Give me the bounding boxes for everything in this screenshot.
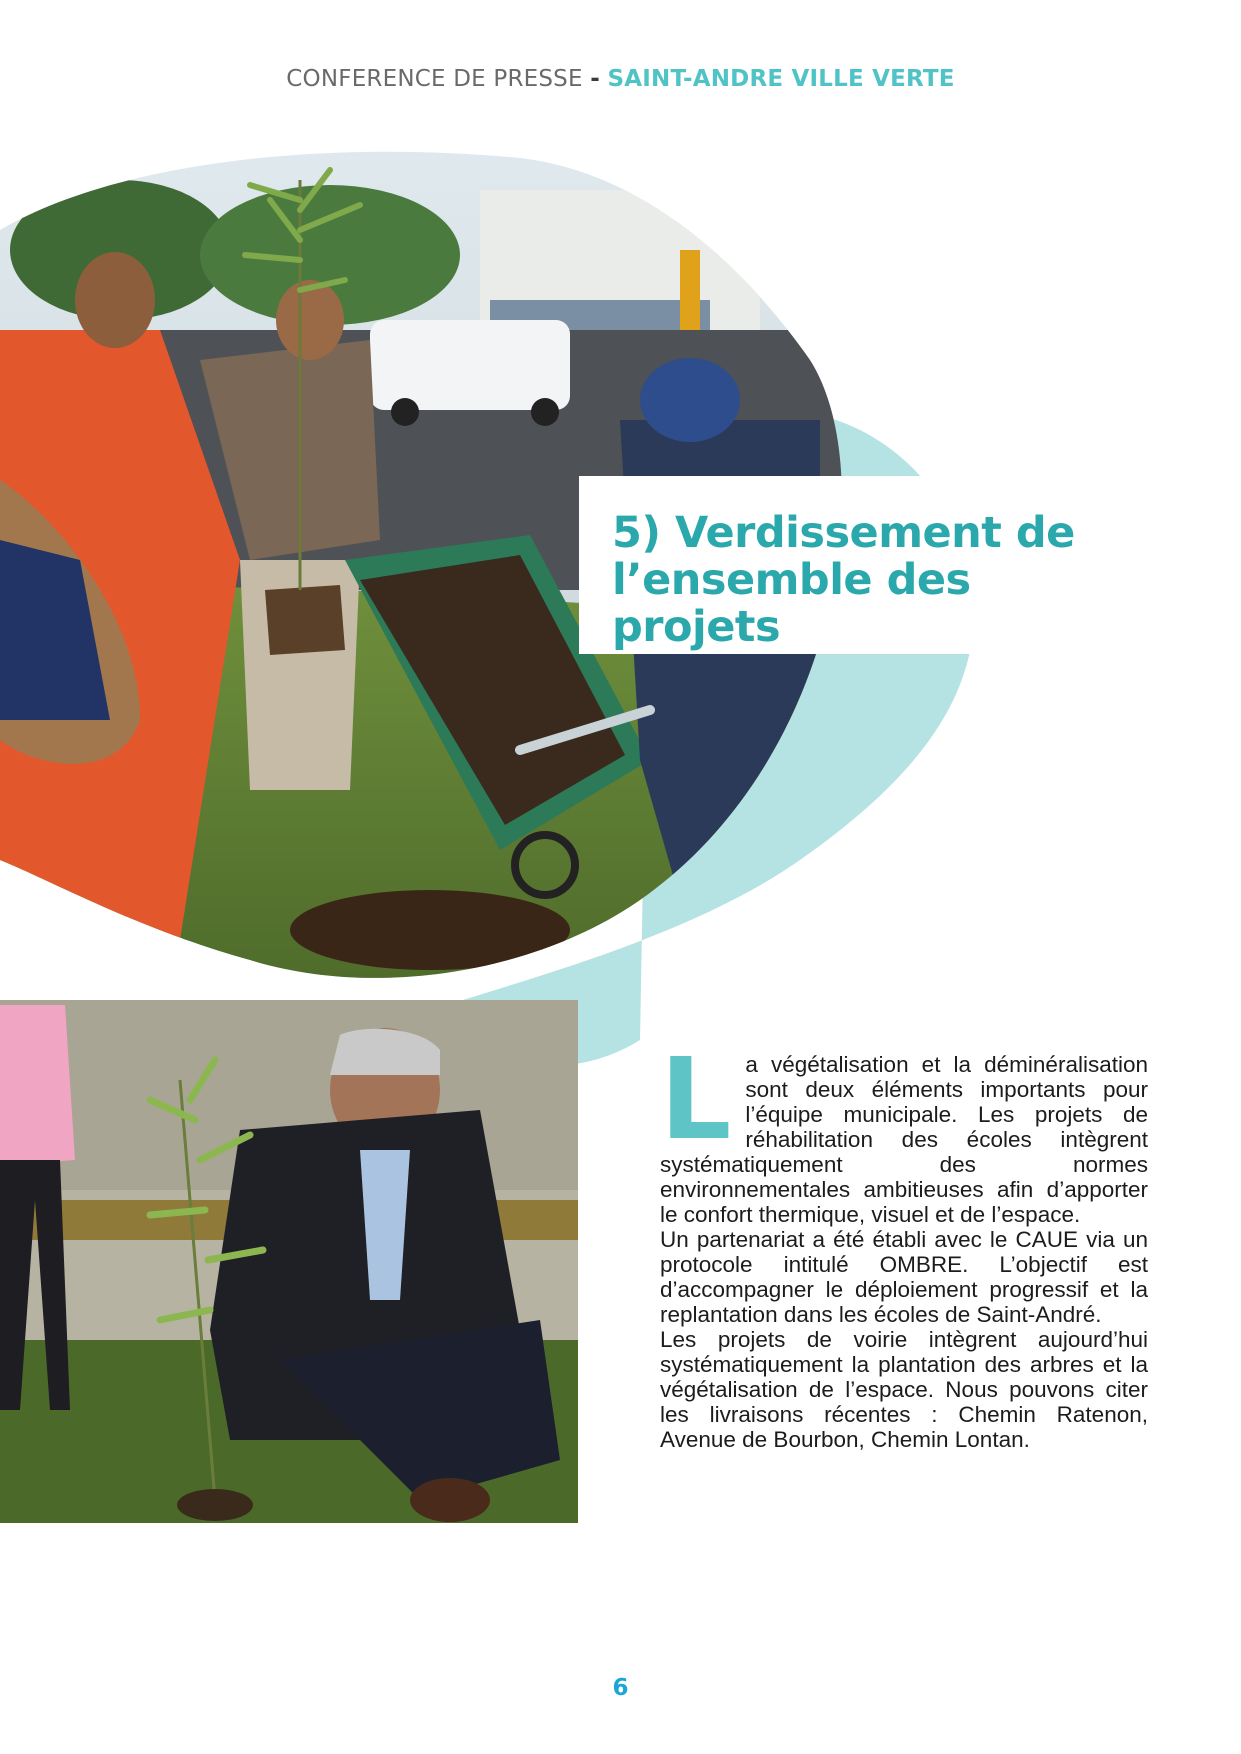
article-body <box>660 1035 1148 1452</box>
page-number: 6 <box>612 1675 629 1701</box>
section-title-line-1: 5) Verdissement de <box>612 508 1075 558</box>
drop-cap: L <box>660 1035 732 1165</box>
body-paragraph-1: a végétalisation et la déminéralisation sont deux éléments importants pour l’équipe municipale. Les projets de réhabilitation des écoles intègrent systématiquement des normes environnementales ambitieuses afin d’apporter le confort thermique, visuel et de l’espace. <box>660 1052 1148 1227</box>
body-paragraph-2: Un partenariat a été établi avec le CAUE via un protocole intitulé OMBRE. L’objectif est d’accompagner le déploiement progressif et la replantation dans les écoles de Saint-André. <box>660 1227 1148 1327</box>
section-title-line-2: l’ensemble des projets <box>612 555 971 652</box>
body-paragraph-3: Les projets de voirie intègrent aujourd’hui systématiquement la plantation des arbres et la végétalisation de l’espace. Nous pouvons citer les livraisons récentes : Chemin Ratenon, Avenue de Bourbon, Chemin Lontan. <box>660 1327 1148 1452</box>
section-title <box>612 510 1132 651</box>
header-separator: - <box>590 66 600 92</box>
header-title: SAINT-ANDRE VILLE VERTE <box>607 66 955 92</box>
header-label: CONFERENCE DE PRESSE <box>286 66 583 92</box>
bottom-photo-tree-planting <box>0 1000 578 1523</box>
